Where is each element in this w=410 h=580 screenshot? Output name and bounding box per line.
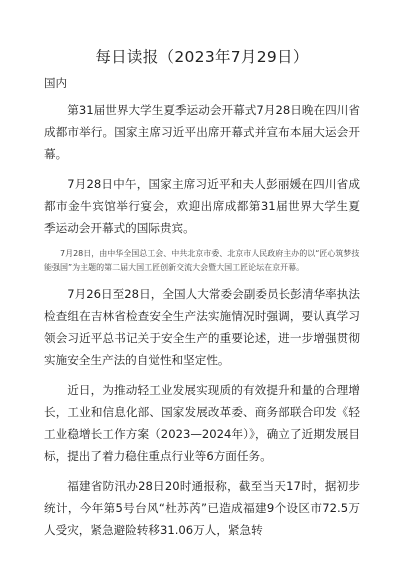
paragraph-safety-inspection: 7月26日至28日，全国人大常委会副委员长彭清华率执法检查组在吉林省检查安全生产法实施情况时强调，要认真学习领会习近平总书记关于安全生产的重要论述，进一步增强贯彻实施安全生产法的自觉性和坚定性。 — [44, 287, 360, 367]
paragraph-universiade-opening: 第31届世界大学生夏季运动会开幕式7月28日晚在四川省成都市举行。国家主席习近平出席开幕式并宣布本届大运会开幕。 — [44, 103, 360, 161]
paragraph-banquet: 7月28日中午，国家主席习近平和夫人彭丽媛在四川省成都市金牛宾馆举行宴会，欢迎出席成都第31届世界大学生夏季运动会开幕式的国际贵宾。 — [44, 177, 360, 235]
section-heading-domestic: 国内 — [44, 76, 67, 90]
page-title: 每日读报（2023年7月29日） — [95, 48, 309, 66]
paragraph-typhoon-report: 福建省防汛办28日20时通报称，截至当天17时，据初步统计，今年第5号台风“杜苏芮”已造成福建9个设区市72.5万人受灾，紧急避险转移31.06万人，紧急转 — [44, 479, 360, 537]
paragraph-light-industry: 近日，为推动轻工业发展实现质的有效提升和量的合理增长，工业和信息化部、国家发展改革委、商务部联合印发《轻工业稳增长工作方案（2023—2024年）》，确立了近期发展目标，提出了着力稳住重点行业等6方面任务。 — [44, 383, 360, 463]
caption-craftsman-forum: 7月28日，由中华全国总工会、中共北京市委、北京市人民政府主办的以“匠心筑梦技能强国”为主题的第二届大国工匠创新交流大会暨大国工匠论坛在京开幕。 — [44, 249, 360, 272]
